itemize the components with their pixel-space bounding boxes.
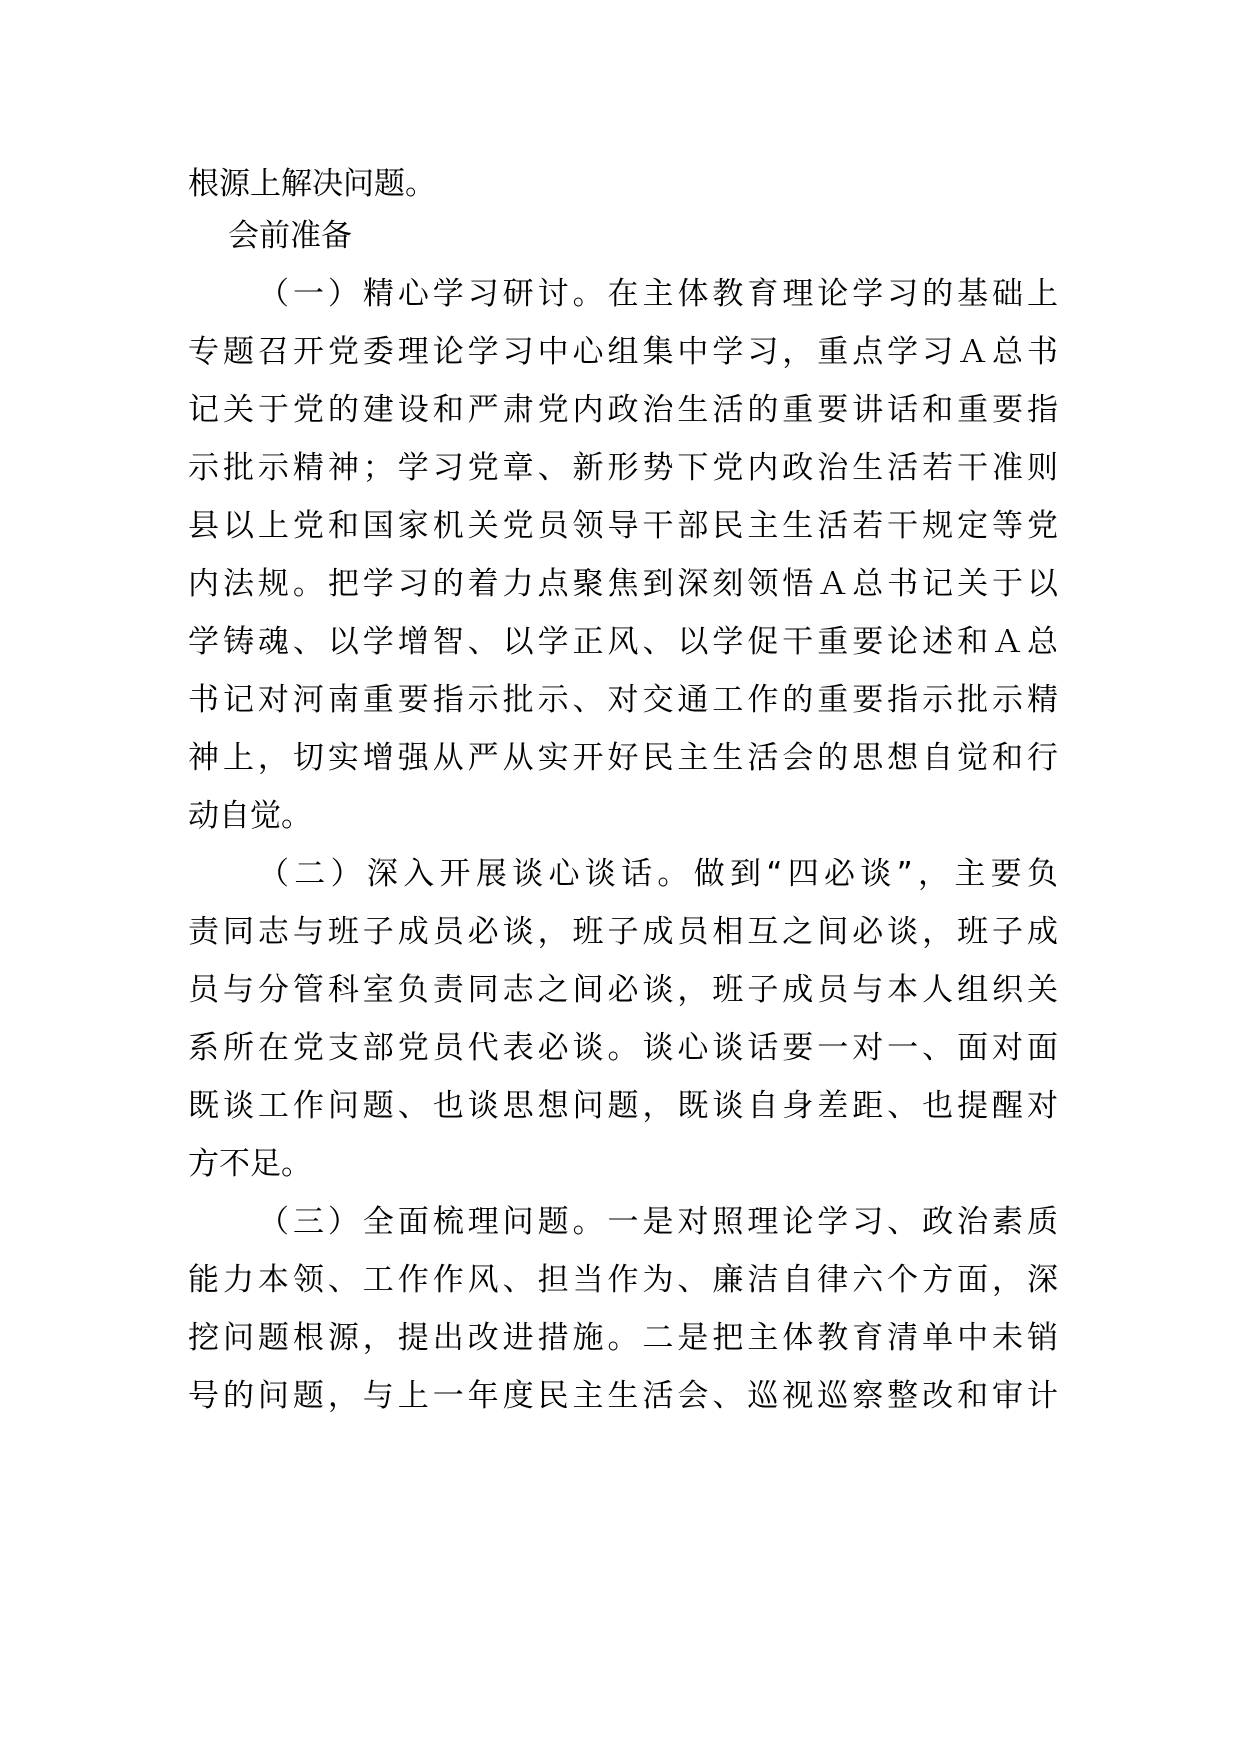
paragraph-line: 能力本领、工作作风、担当作为、廉洁自律六个方面，深 bbox=[188, 1262, 1058, 1298]
paragraph-line: （二）深入开展谈心谈话。做到“四必谈”，主要负 bbox=[258, 856, 1058, 892]
paragraph-line: 挖问题根源，提出改进措施。二是把主体教育清单中未销 bbox=[188, 1320, 1058, 1356]
paragraph-line: 系所在党支部党员代表必谈。谈心谈话要一对一、面对面 bbox=[188, 1030, 1058, 1066]
paragraph-line: （三）全面梳理问题。一是对照理论学习、政治素质 bbox=[258, 1204, 1058, 1240]
paragraph-line: 专题召开党委理论学习中心组集中学习，重点学习Ａ总书 bbox=[188, 334, 1058, 370]
section-heading: 会前准备 bbox=[228, 218, 352, 254]
paragraph-line: 责同志与班子成员必谈，班子成员相互之间必谈，班子成 bbox=[188, 914, 1058, 950]
text-line: 根源上解决问题。 bbox=[188, 166, 436, 202]
paragraph-line: 号的问题，与上一年度民主生活会、巡视巡察整改和审计 bbox=[188, 1378, 1058, 1414]
paragraph-line: 既谈工作问题、也谈思想问题，既谈自身差距、也提醒对 bbox=[188, 1088, 1058, 1124]
paragraph-line: 动自觉。 bbox=[188, 798, 312, 834]
paragraph-line: 内法规。把学习的着力点聚焦到深刻领悟Ａ总书记关于以 bbox=[188, 566, 1058, 602]
paragraph-line: 县以上党和国家机关党员领导干部民主生活若干规定等党 bbox=[188, 508, 1058, 544]
paragraph-line: 方不足。 bbox=[188, 1146, 312, 1182]
paragraph-line: 神上，切实增强从严从实开好民主生活会的思想自觉和行 bbox=[188, 740, 1058, 776]
paragraph-line: 记关于党的建设和严肃党内政治生活的重要讲话和重要指 bbox=[188, 392, 1058, 428]
paragraph-line: 示批示精神；学习党章、新形势下党内政治生活若干准则 bbox=[188, 450, 1058, 486]
paragraph-line: （一）精心学习研讨。在主体教育理论学习的基础上 bbox=[258, 276, 1058, 312]
paragraph-line: 学铸魂、以学增智、以学正风、以学促干重要论述和Ａ总 bbox=[188, 624, 1058, 660]
paragraph-line: 员与分管科室负责同志之间必谈，班子成员与本人组织关 bbox=[188, 972, 1058, 1008]
paragraph-line: 书记对河南重要指示批示、对交通工作的重要指示批示精 bbox=[188, 682, 1058, 718]
